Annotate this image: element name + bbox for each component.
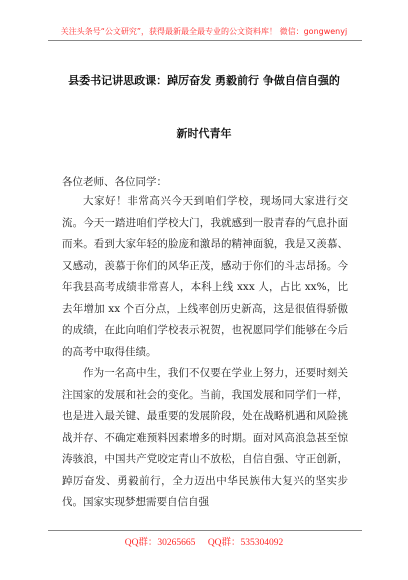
body-text <box>62 191 348 514</box>
footer-qq-group-2: QQ群：535304092 <box>207 538 284 548</box>
document-title-continued: 新时代青年 <box>176 127 232 140</box>
header-divider <box>48 40 362 41</box>
footer-contacts <box>0 534 408 548</box>
footer-qq-group-1: QQ群：30265665 <box>124 538 196 548</box>
footer-divider <box>48 530 362 531</box>
paragraph: 作为一名高中生，我们不仅要在学业上努力，还要时刻关注国家的发展和社会的变化。当前，我国发展和同学们一样，也是进入最关键、最重要的发展阶段，处在战略机遇和风险挑战并存、不确定难预料因素增多的时期。面对风高浪急甚至惊涛骇浪，中国共产党咬定青山不放松，自信自强、守正创新，踔厉奋发、勇毅前行，全力迈出中华民族伟大复兴的坚实步伐。国家实现梦想需要自信自强 <box>62 367 348 508</box>
paragraph: 大家好！非常高兴今天到咱们学校，现场同大家进行交流。今天一踏进咱们学校大门，我就感到一股青春的气息扑面而来。看到大家年轻的脸庞和激昂的精神面貌，我是又羡慕、又感动，羡慕于你们的风华正茂，感动于你们的斗志昂扬。今年我县高考成绩非常喜人，本科上线 xxx 人，占比 xx%，比去年增加 xx 个百分点，上线率创历史新高，这是很值得骄傲的成绩，在此向咱们学校表示祝贺，也祝愿同学们能够在今后的高考中取得佳绩。 <box>62 195 348 358</box>
header-notice: 关注头条号“公文研究”，获得最新最全最专业的公文资料库！ 微信：gongwenyj <box>60 27 348 36</box>
salutation: 各位老师、各位同学： <box>62 176 167 188</box>
document-title: 县委书记讲思政课：踔厉奋发 勇毅前行 争做自信自强的 <box>68 74 340 87</box>
